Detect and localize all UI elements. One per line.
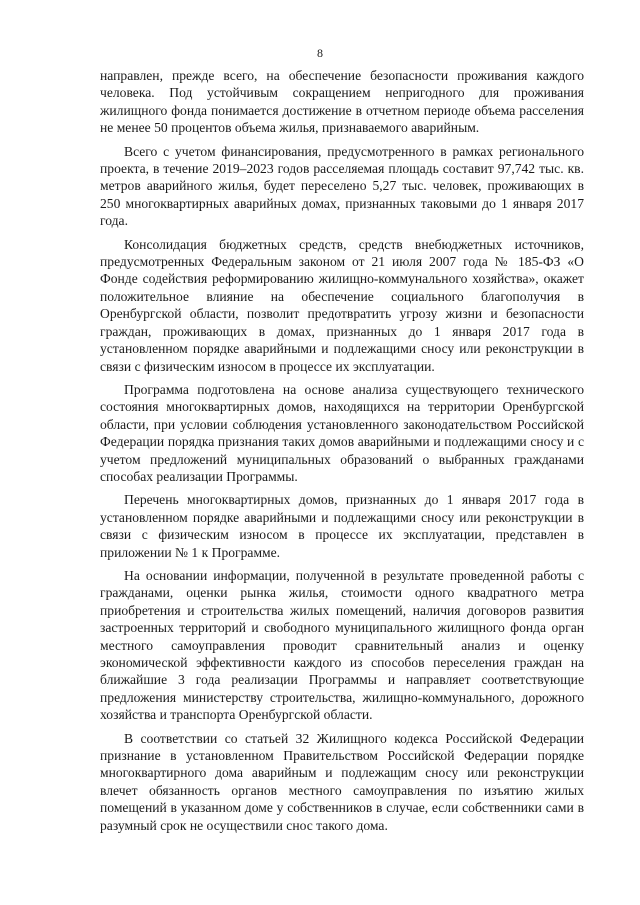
paragraph-housing-code-article-32: В соответствии со статьей 32 Жилищного кодекса Российской Федерации признание в установленном Правительством Российской Федерации порядке многоквартирного дома аварийным и подлежащим сносу или реконструкции влечет обязанность органов местного самоуправления по изъятию жилых помещений в указанном доме у собственников в случае, если собственники сами в разумный срок не осуществили снос такого дома.	[100, 730, 584, 833]
paragraph-regional-project-funding: Всего с учетом финансирования, предусмотренного в рамках регионального проекта, в течение 2019–2023 годов расселяемая площадь составит 97,742 тыс. кв. метров аварийного жилья, будет переселено 5,27 тыс. человек, проживающих в 250 многоквартирных аварийных домах, признанных таковыми до 1 января 2017 года.	[100, 143, 584, 229]
paragraph-comparative-analysis: На основании информации, полученной в результате проведенной работы с гражданами, оценки рынка жилья, стоимости одного квадратного метра приобретения и строительства жилых помещений, наличия договоров развития застроенных территорий и свободного муниципального жилищного фонда орган местного самоуправления проводит сравнительный анализ и оценку экономической эффективности каждого из способов переселения граждан на ближайшие 3 года реализации Программы и направляет соответствующие предложения министерству строительства, жилищно-коммунального, дорожного хозяйства и транспорта Оренбургской области.	[100, 567, 584, 723]
paragraph-budget-consolidation: Консолидация бюджетных средств, средств внебюджетных источников, предусмотренных Федеральным законом от 21 июля 2007 года № 185-ФЗ «О Фонде содействия реформированию жилищно-коммунального хозяйства», окажет положительное влияние на обеспечение социального благополучия в Оренбургской области, позволит предотвратить угрозу жизни и безопасности граждан, проживающих в домах, признанных до 1 января 2017 года в установленном порядке аварийными и подлежащими сносу или реконструкции в связи с физическим износом в процессе их эксплуатации.	[100, 236, 584, 374]
paragraph-continuation: направлен, прежде всего, на обеспечение безопасности проживания каждого человека. Под устойчивым сокращением непригодного для проживания жилищного фонда понимается достижение в отчетном периоде объема расселения не менее 50 процентов объема жилья, признаваемого аварийным.	[100, 68, 584, 136]
paragraph-house-list: Перечень многоквартирных домов, признанных до 1 января 2017 года в установленном порядке аварийными и подлежащими сносу или реконструкции в связи с физическим износом в процессе их эксплуатации, представлен в приложении № 1 к Программе.	[100, 492, 584, 560]
paragraph-program-preparation: Программа подготовлена на основе анализа существующего технического состояния многоквартирных домов, находящихся на территории Оренбургской области, при условии соблюдения установленного законодательством Российской Федерации порядка признания таких домов аварийными и подлежащими сносу и с учетом предложений муниципальных образований о выбранных гражданами способах реализации Программы.	[100, 381, 584, 484]
page-number: 8	[317, 46, 323, 60]
document-body	[100, 67, 584, 840]
